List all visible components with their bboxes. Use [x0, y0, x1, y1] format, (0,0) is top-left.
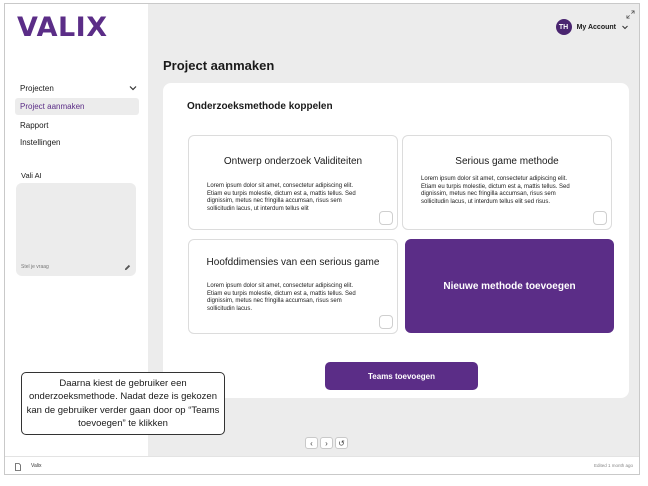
- sidebar-nav: [15, 80, 139, 151]
- ai-input-placeholder[interactable]: Stel je vraag: [21, 264, 49, 270]
- annotation-note: Daarna kiest de gebruiker een onderzoeksmethode. Nadat deze is gekozen kan de gebruiker verder gaan door op “Teams toevoegen” te klikken: [21, 372, 225, 435]
- reset-button[interactable]: ↺: [335, 437, 348, 449]
- method-card-title: Serious game methode: [455, 156, 559, 167]
- select-checkbox[interactable]: [593, 211, 607, 225]
- add-method-button[interactable]: Nieuwe methode toevoegen: [405, 239, 614, 333]
- method-card-hoofddimensies[interactable]: [188, 239, 398, 334]
- sidebar-item-instellingen[interactable]: Instellingen: [20, 138, 61, 147]
- teams-toevoegen-button[interactable]: Teams toevoegen: [325, 362, 478, 390]
- method-card-body: Lorem ipsum dolor sit amet, consectetur adipiscing elit. Etiam eu turpis molestie, dictum est a, mattis tellus. Sed dignissim, metus nec fringilla accumsan, risus sem sollicitudin lacus, ut interdum tellus elit sed risus.: [421, 176, 570, 205]
- account-menu[interactable]: [556, 19, 629, 35]
- account-label[interactable]: My Account: [576, 23, 616, 31]
- edited-timestamp: Edited 1 month ago: [593, 463, 633, 468]
- method-card-validiteiten[interactable]: [188, 135, 398, 230]
- file-icon: [15, 463, 21, 471]
- method-card-body: Lorem ipsum dolor sit amet, consectetur adipiscing elit. Etiam eu turpis molestie, dictum est a, mattis tellus. Sed dignissim, metus nec fringilla accumsan, risus sem sollicitudin lacus.: [207, 283, 356, 312]
- select-checkbox[interactable]: [379, 211, 393, 225]
- panel-heading: Onderzoeksmethode koppelen: [187, 101, 333, 112]
- sidebar-item-project-aanmaken[interactable]: Project aanmaken: [15, 98, 139, 115]
- chevron-down-icon[interactable]: [621, 23, 629, 31]
- nav-group-label: Projecten: [20, 83, 54, 93]
- bottom-bar: [5, 456, 640, 475]
- page-title: Project aanmaken: [163, 58, 275, 73]
- method-card-title: Ontwerp onderzoek Validiteiten: [223, 156, 363, 167]
- method-panel: [163, 83, 629, 398]
- sidebar-item-rapport[interactable]: Rapport: [20, 121, 49, 130]
- method-card-title: Hoofddimensies van een serious game: [206, 257, 380, 268]
- method-card-serious-game[interactable]: [402, 135, 612, 230]
- expand-icon[interactable]: [626, 10, 635, 19]
- vali-ai-chat-box[interactable]: [16, 183, 136, 276]
- method-card-body: Lorem ipsum dolor sit amet, consectetur adipiscing elit. Etiam eu turpis molestie, dictum est a, mattis tellus. Sed dignissim, metus nec fringilla accumsan, risus sem sollicitudin lacus, ut interdum tellus elit: [207, 183, 356, 212]
- chevron-down-icon: [127, 82, 139, 94]
- pencil-icon[interactable]: [124, 264, 131, 271]
- nav-group-projecten[interactable]: [15, 80, 139, 96]
- next-button[interactable]: ›: [320, 437, 333, 449]
- prev-button[interactable]: ‹: [305, 437, 318, 449]
- select-checkbox[interactable]: [379, 315, 393, 329]
- pager: [305, 437, 348, 449]
- logo: VALIX: [17, 12, 108, 43]
- vali-ai-title: Vali AI: [21, 171, 42, 180]
- project-name: Valix: [31, 463, 42, 469]
- avatar[interactable]: TH: [556, 19, 572, 35]
